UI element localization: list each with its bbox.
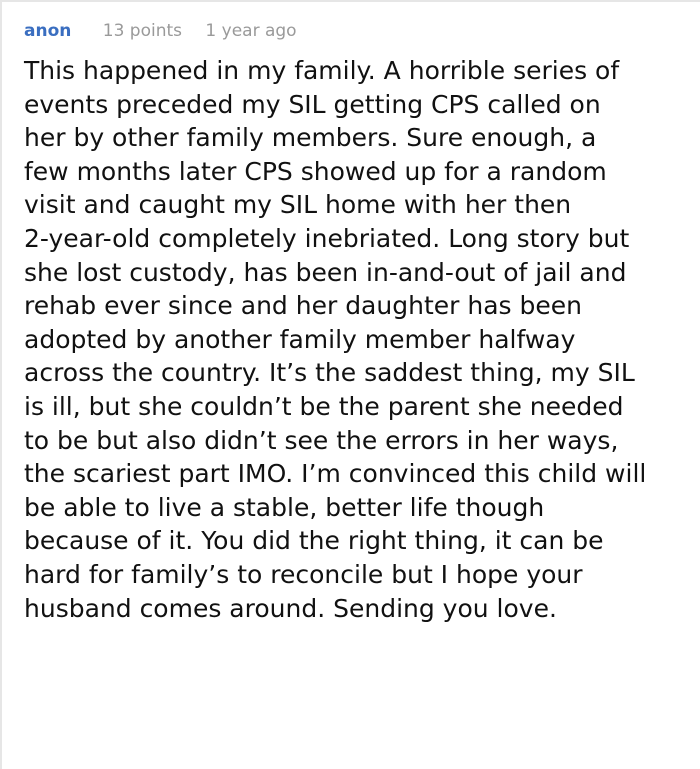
comment-line: across the country. It’s the saddest thing, my SIL [24, 358, 635, 388]
comment-line: visit and caught my SIL home with her then [24, 190, 572, 220]
comment-line: husband comes around. Sending you love. [24, 593, 557, 623]
comment-line: This happened in my family. A horrible series of [24, 56, 620, 85]
comment-line: she lost custody, has been in-and-out of jail and [24, 257, 627, 287]
comment-line: to be but also didn’t see the errors in her ways, [24, 425, 619, 455]
comment-line: adopted by another family member halfway [24, 324, 576, 354]
comment-body [24, 54, 694, 625]
comment-line: rehab ever since and her daughter has been [24, 291, 582, 321]
author-link[interactable]: anon [24, 21, 72, 41]
comment-line: be able to live a stable, better life though [24, 492, 545, 522]
comment-line: few months later CPS showed up for a random [24, 156, 607, 186]
comment-header [24, 21, 315, 41]
points-count: 13 points [102, 21, 183, 41]
comment-line: because of it. You did the right thing, it can be [24, 526, 604, 556]
comment-line: events preceded my SIL getting CPS called on [24, 89, 601, 119]
timestamp: 1 year ago [205, 21, 297, 41]
comment-line: 2-year-old completely inebriated. Long story but [24, 223, 630, 253]
comment-line: is ill, but she couldn’t be the parent she needed [24, 391, 624, 421]
comment-line: her by other family members. Sure enough, a [24, 123, 597, 153]
comment-line: the scariest part IMO. I’m convinced this child will [24, 459, 647, 489]
comment-line: hard for family’s to reconcile but I hope your [24, 559, 583, 589]
